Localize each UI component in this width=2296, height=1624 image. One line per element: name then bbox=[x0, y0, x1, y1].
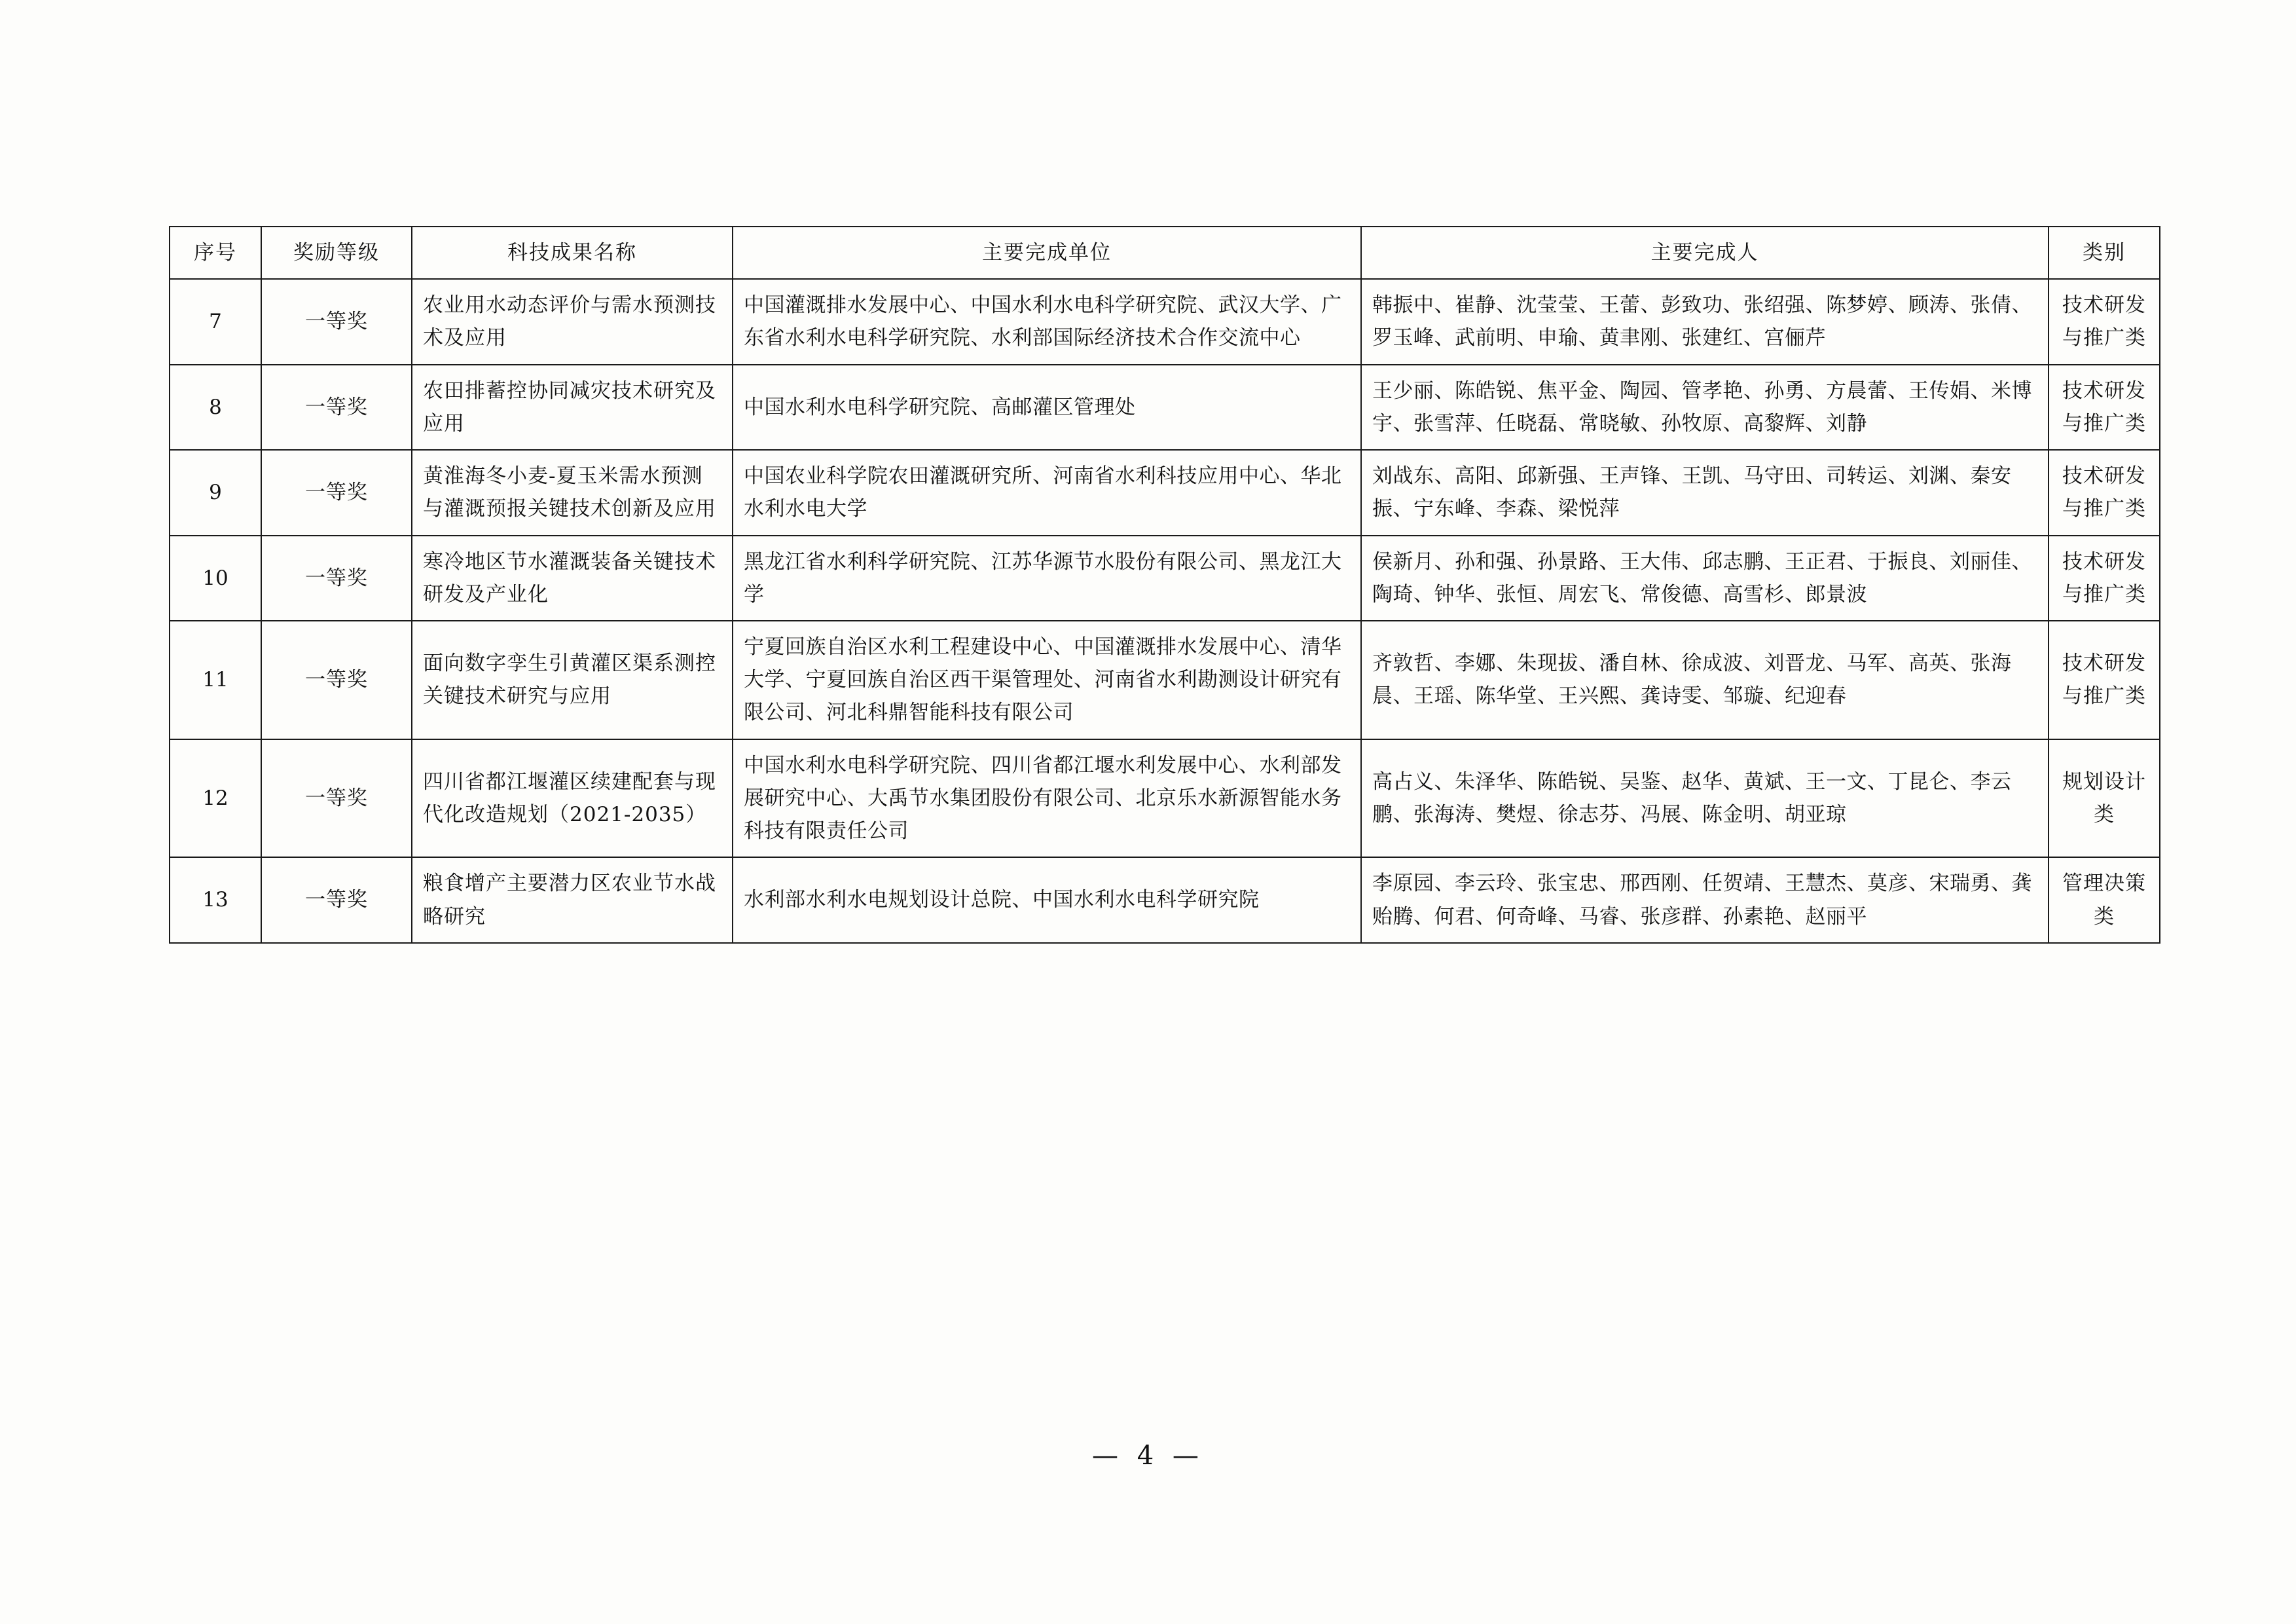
cell-seq: 11 bbox=[170, 621, 261, 739]
cell-category: 技术研发与推广类 bbox=[2049, 536, 2160, 621]
column-header-category: 类别 bbox=[2049, 227, 2160, 279]
column-header-main-units: 主要完成单位 bbox=[733, 227, 1361, 279]
cell-seq: 13 bbox=[170, 857, 261, 942]
cell-seq: 9 bbox=[170, 450, 261, 535]
cell-award-level: 一等奖 bbox=[261, 621, 412, 739]
cell-achievement-name: 粮食增产主要潜力区农业节水战略研究 bbox=[412, 857, 733, 942]
table-row bbox=[170, 450, 2160, 535]
cell-award-level: 一等奖 bbox=[261, 279, 412, 364]
column-header-seq: 序号 bbox=[170, 227, 261, 279]
award-table-container bbox=[169, 226, 2146, 944]
cell-main-people: 齐敦哲、李娜、朱现拔、潘自林、徐成波、刘晋龙、马军、高英、张海晨、王瑶、陈华堂、王兴熙、龚诗雯、邹璇、纪迎春 bbox=[1361, 621, 2049, 739]
cell-category: 技术研发与推广类 bbox=[2049, 450, 2160, 535]
cell-category: 管理决策类 bbox=[2049, 857, 2160, 942]
cell-main-units: 宁夏回族自治区水利工程建设中心、中国灌溉排水发展中心、清华大学、宁夏回族自治区西干渠管理处、河南省水利勘测设计研究有限公司、河北科鼎智能科技有限公司 bbox=[733, 621, 1361, 739]
cell-main-units: 水利部水利水电规划设计总院、中国水利水电科学研究院 bbox=[733, 857, 1361, 942]
cell-main-people: 韩振中、崔静、沈莹莹、王蕾、彭致功、张绍强、陈梦婷、顾涛、张倩、罗玉峰、武前明、申瑜、黄聿刚、张建红、宫俪芹 bbox=[1361, 279, 2049, 364]
cell-achievement-name: 四川省都江堰灌区续建配套与现代化改造规划（2021-2035） bbox=[412, 739, 733, 858]
cell-seq: 7 bbox=[170, 279, 261, 364]
cell-seq: 10 bbox=[170, 536, 261, 621]
cell-award-level: 一等奖 bbox=[261, 739, 412, 858]
table-row bbox=[170, 621, 2160, 739]
cell-award-level: 一等奖 bbox=[261, 365, 412, 450]
cell-category: 规划设计类 bbox=[2049, 739, 2160, 858]
cell-main-units: 中国农业科学院农田灌溉研究所、河南省水利科技应用中心、华北水利水电大学 bbox=[733, 450, 1361, 535]
cell-award-level: 一等奖 bbox=[261, 857, 412, 942]
table-row bbox=[170, 857, 2160, 942]
table-row bbox=[170, 365, 2160, 450]
cell-achievement-name: 面向数字孪生引黄灌区渠系测控关键技术研究与应用 bbox=[412, 621, 733, 739]
table-row bbox=[170, 739, 2160, 858]
cell-main-units: 中国水利水电科学研究院、高邮灌区管理处 bbox=[733, 365, 1361, 450]
cell-achievement-name: 农业用水动态评价与需水预测技术及应用 bbox=[412, 279, 733, 364]
column-header-main-people: 主要完成人 bbox=[1361, 227, 2049, 279]
cell-main-people: 王少丽、陈皓锐、焦平金、陶园、管孝艳、孙勇、方晨蕾、王传娟、米博宇、张雪萍、任晓磊、常晓敏、孙牧原、高黎辉、刘静 bbox=[1361, 365, 2049, 450]
cell-award-level: 一等奖 bbox=[261, 450, 412, 535]
column-header-award-level: 奖励等级 bbox=[261, 227, 412, 279]
cell-main-units: 中国灌溉排水发展中心、中国水利水电科学研究院、武汉大学、广东省水利水电科学研究院、水利部国际经济技术合作交流中心 bbox=[733, 279, 1361, 364]
cell-seq: 8 bbox=[170, 365, 261, 450]
award-table bbox=[169, 226, 2160, 944]
cell-achievement-name: 寒冷地区节水灌溉装备关键技术研发及产业化 bbox=[412, 536, 733, 621]
cell-main-people: 侯新月、孙和强、孙景路、王大伟、邱志鹏、王正君、于振良、刘丽佳、陶琦、钟华、张恒、周宏飞、常俊德、高雪杉、郎景波 bbox=[1361, 536, 2049, 621]
table-row bbox=[170, 279, 2160, 364]
cell-main-units: 黑龙江省水利科学研究院、江苏华源节水股份有限公司、黑龙江大学 bbox=[733, 536, 1361, 621]
cell-seq: 12 bbox=[170, 739, 261, 858]
table-body bbox=[170, 279, 2160, 943]
table-header-row bbox=[170, 227, 2160, 279]
cell-main-people: 李原园、李云玲、张宝忠、邢西刚、任贺靖、王慧杰、莫彦、宋瑞勇、龚贻腾、何君、何奇峰、马睿、张彦群、孙素艳、赵丽平 bbox=[1361, 857, 2049, 942]
cell-achievement-name: 农田排蓄控协同减灾技术研究及应用 bbox=[412, 365, 733, 450]
cell-main-people: 刘战东、高阳、邱新强、王声锋、王凯、马守田、司转运、刘渊、秦安振、宁东峰、李森、梁悦萍 bbox=[1361, 450, 2049, 535]
page-number: — 4 — bbox=[1092, 1441, 1204, 1471]
table-row bbox=[170, 536, 2160, 621]
cell-main-people: 高占义、朱泽华、陈皓锐、吴鉴、赵华、黄斌、王一文、丁昆仑、李云鹏、张海涛、樊煜、徐志芬、冯展、陈金明、胡亚琼 bbox=[1361, 739, 2049, 858]
column-header-achievement-name: 科技成果名称 bbox=[412, 227, 733, 279]
cell-main-units: 中国水利水电科学研究院、四川省都江堰水利发展中心、水利部发展研究中心、大禹节水集团股份有限公司、北京乐水新源智能水务科技有限责任公司 bbox=[733, 739, 1361, 858]
cell-category: 技术研发与推广类 bbox=[2049, 621, 2160, 739]
cell-category: 技术研发与推广类 bbox=[2049, 279, 2160, 364]
cell-category: 技术研发与推广类 bbox=[2049, 365, 2160, 450]
cell-award-level: 一等奖 bbox=[261, 536, 412, 621]
cell-achievement-name: 黄淮海冬小麦-夏玉米需水预测与灌溉预报关键技术创新及应用 bbox=[412, 450, 733, 535]
table-header bbox=[170, 227, 2160, 279]
